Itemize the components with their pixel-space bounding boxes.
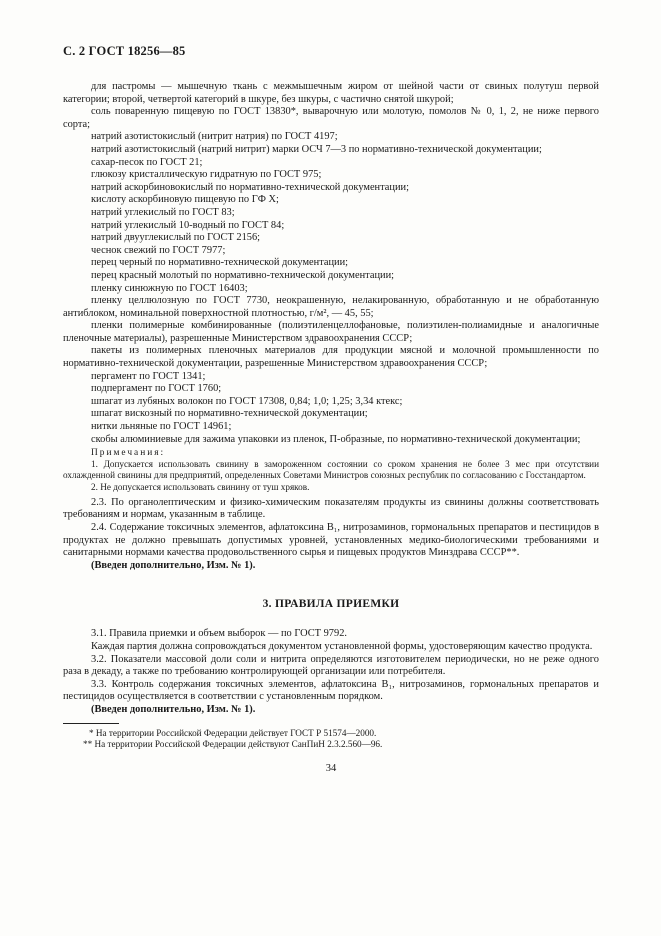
paragraph: пленки полимерные комбинированные (полиэтиленцеллофановые, полиэтилен-полиамидные и аналогичные пленочные материалы), разрешенные Министерством здравоохранения СССР;	[63, 320, 599, 344]
paragraph: натрий углекислый 10-водный по ГОСТ 84;	[91, 219, 285, 231]
materials-list	[63, 81, 599, 446]
footnote-divider	[63, 723, 119, 724]
amendment-note: (Введен дополнительно, Изм. № 1).	[91, 703, 256, 715]
page-number: 34	[325, 762, 337, 774]
footnote: ** На территории Российской Федерации действуют СанПиН 2.3.2.560—96.	[83, 739, 383, 750]
section-title: 3. ПРАВИЛА ПРИЕМКИ	[262, 598, 400, 611]
paragraph: 3.3. Контроль содержания токсичных элементов, афлатоксина B₁, нитрозаминов, гормональных препаратов и пестицидов осуществляется в соответствии с установленным порядком.	[63, 678, 599, 703]
paragraph: натрий углекислый по ГОСТ 83;	[91, 206, 235, 218]
note-item: 1. Допускается использовать свинину в замороженном состоянии со сроком хранения не более 3 мес при отсутствии охлажденной свинины для предприятий, определенных Советами Министров союзных республик по согласованию с Госстандартом.	[63, 459, 599, 481]
paragraph: Каждая партия должна сопровождаться документом установленной формы, удостоверяющим качество продукта.	[91, 640, 593, 652]
paragraph: натрий азотистокислый (нитрит натрия) по ГОСТ 4197;	[91, 131, 338, 143]
paragraph: 3.2. Показатели массовой доли соли и нитрита определяются изготовителем периодически, но не реже одного раза в декаду, а также по требованию контролирующей организации или потребителя.	[63, 653, 599, 678]
paragraph: пленку синюжную по ГОСТ 16403;	[91, 282, 248, 294]
paragraph: чеснок свежий по ГОСТ 7977;	[91, 244, 226, 256]
document-page	[63, 44, 599, 774]
paragraph: перец черный по нормативно-технической документации;	[91, 257, 349, 269]
paragraph: шпагат из лубяных волокон по ГОСТ 17308, 0,84; 1,0; 1,25; 3,34 ктекс;	[91, 395, 403, 407]
paragraph: скобы алюминиевые для зажима упаковки из пленок, П-образные, по нормативно-технической документации;	[91, 433, 581, 445]
paragraph: кислоту аскорбиновую пищевую по ГФ X;	[91, 194, 279, 206]
page-header: С. 2 ГОСТ 18256—85	[63, 44, 186, 58]
paragraph: натрий аскорбиновокислый по нормативно-технической документации;	[91, 181, 409, 193]
amendment-note: (Введен дополнительно, Изм. № 1).	[91, 559, 256, 571]
paragraph: перец красный молотый по нормативно-технической документации;	[91, 269, 395, 281]
paragraph: шпагат вискозный по нормативно-технической документации;	[91, 408, 368, 420]
paragraph: натрий двууглекислый по ГОСТ 2156;	[91, 232, 261, 244]
section-3	[63, 628, 599, 716]
paragraph: пакеты из полимерных пленочных материалов для продукции мясной и молочной промышленности по нормативно-технической документации, разрешенные Министерством здравоохранения СССР;	[63, 345, 599, 370]
note-item: 2. Не допускается использовать свинину от туш хряков.	[91, 481, 310, 492]
paragraph: 2.3. По органолептическим и физико-химическим показателям продукты из свинины должны соответствовать требованиям и нормам, указанным в таблице.	[63, 496, 599, 521]
paragraph: пленку целлюлозную по ГОСТ 7730, неокрашенную, нелакированную, обработанную и не обработанную антиблоком, номинальной поверхностной плотностью, г/м², — 45, 55;	[63, 295, 599, 319]
notes-title: Примечания:	[91, 448, 166, 459]
paragraph: пергамент по ГОСТ 1341;	[91, 370, 206, 382]
paragraph: сахар-песок по ГОСТ 21;	[91, 156, 203, 168]
paragraph: глюкозу кристаллическую гидратную по ГОСТ 975;	[91, 169, 322, 181]
paragraph: 2.4. Содержание токсичных элементов, афлатоксина B₁, нитрозаминов, гормональных препаратов и пестицидов в продуктах не должно превышать допустимых уровней, установленных медико-биологическими требованиями и санитарными нормами качества продовольственного сырья и пищевых продуктов Минздрава СССР**.	[63, 522, 599, 559]
paragraph: натрий азотистокислый (натрий нитрит) марки ОСЧ 7—3 по нормативно-технической документации;	[91, 143, 542, 155]
paragraph: подпергамент по ГОСТ 1760;	[91, 383, 222, 395]
paragraph: соль поваренную пищевую по ГОСТ 13830*, выварочную или молотую, помолов № 0, 1, 2, не ниже первого сорта;	[63, 106, 599, 130]
section-2-continuation	[63, 497, 599, 573]
notes-block	[63, 447, 599, 493]
paragraph: для пастромы — мышечную ткань с межмышечным жиром от шейной части от свиных полутуш первой категории; второй, четвертой категорий в шкуре, без шкуры, с частично снятой шкурой;	[63, 81, 599, 105]
footnote: * На территории Российской Федерации действует ГОСТ Р 51574—2000.	[89, 727, 377, 738]
paragraph: 3.1. Правила приемки и объем выборок — по ГОСТ 9792.	[91, 628, 347, 640]
paragraph: нитки льняные по ГОСТ 14961;	[91, 421, 232, 433]
